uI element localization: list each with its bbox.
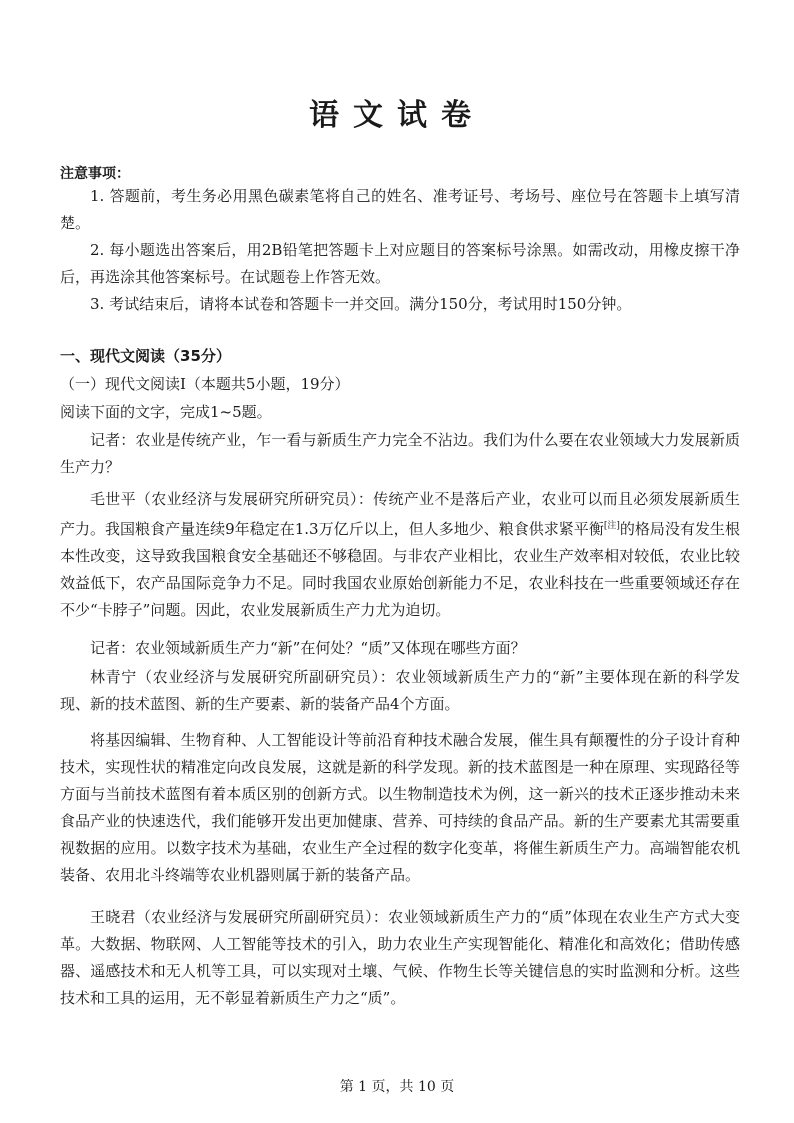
notice-item-3: 3. 考试结束后，请将本试卷和答题卡一并交回。满分150分，考试用时150分钟。 bbox=[90, 295, 632, 313]
page-footer: 第 1 页，共 10 页 bbox=[339, 1079, 455, 1095]
footnote-marker: [注] bbox=[603, 521, 620, 531]
notice-item-2: 2. 每小题选出答案后，用2B铅笔把答题卡上对应题目的答案标号涂黑。如需改动，用橡皮擦干净后，再选涂其他答案标号。在试题卷上作答无效。 bbox=[60, 241, 740, 286]
notice-item-1: 1. 答题前，考生务必用黑色碳素笔将自己的姓名、准考证号、考场号、座位号在答题卡上填写清楚。 bbox=[60, 187, 740, 232]
section-heading: 一、现代文阅读（35分） bbox=[60, 347, 231, 365]
passage-paragraph-3: 记者：农业领域新质生产力“新”在何处？“质”又体现在哪些方面？ bbox=[90, 639, 526, 657]
passage-paragraph-2a: 毛世平（农业经济与发展研究所研究员）：传统产业不是落后产业，农业可以而且必须发展新质生产力。我国粮食产量连续9年稳定在1.3万亿斤以上，但人多地少、粮食供求紧平衡 bbox=[60, 490, 740, 538]
passage-paragraph-1: 记者：农业是传统产业，乍一看与新质生产力完全不沾边。我们为什么要在农业领域大力发展新质生产力？ bbox=[60, 431, 740, 476]
passage-paragraph-6: 王晓君（农业经济与发展研究所副研究员）：农业领域新质生产力的“质”体现在农业生产方式大变革。大数据、物联网、人工智能等技术的引入，助力农业生产实现智能化、精准化和高效化；借助传感器、遥感技术和无人机等工具，可以实现对土壤、气候、作物生长等关键信息的实时监测和分析。这些技术和工具的运用，无不彰显着新质生产力之“质”。 bbox=[60, 908, 740, 1007]
notice-heading: 注意事项： bbox=[60, 166, 130, 182]
reading-instruction: 阅读下面的文字，完成1~5题。 bbox=[60, 403, 272, 421]
passage-paragraph-4: 林青宁（农业经济与发展研究所副研究员）：农业领域新质生产力的“新”主要体现在新的科学发现、新的技术蓝图、新的生产要素、新的装备产品4个方面。 bbox=[60, 668, 740, 713]
page-title: 语文试卷 bbox=[309, 98, 485, 133]
passage-paragraph-5: 将基因编辑、生物育种、人工智能设计等前沿育种技术融合发展，催生具有颠覆性的分子设计育种技术，实现性状的精准定向改良发展，这就是新的科学发现。新的技术蓝图是一种在原理、实现路径等方面与当前技术蓝图有着本质区别的创新方式。以生物制造技术为例，这一新兴的技术正逐步推动未来食品产业的快速迭代，我们能够开发出更加健康、营养、可持续的食品产品。新的生产要素尤其需要重视数据的应用。以数字技术为基础，农业生产全过程的数字化变革，将催生新质生产力。高端智能农机装备、农用北斗终端等农业机器则属于新的装备产品。 bbox=[60, 731, 740, 884]
passage-paragraph-2b: 的格局没有发生根本性改变，这导致我国粮食安全基础还不够稳固。与非农产业相比，农业生产效率相对较低，农业比较效益低下，农产品国际竞争力不足。同时我国农业原始创新能力不足，农业科技在一些重要领域还存在不少“卡脖子”问题。因此，农业发展新质生产力尤为迫切。 bbox=[60, 520, 740, 619]
passage-paragraph-2 bbox=[60, 486, 740, 624]
subsection-heading: （一）现代文阅读Ⅰ（本题共5小题，19分） bbox=[60, 375, 350, 393]
